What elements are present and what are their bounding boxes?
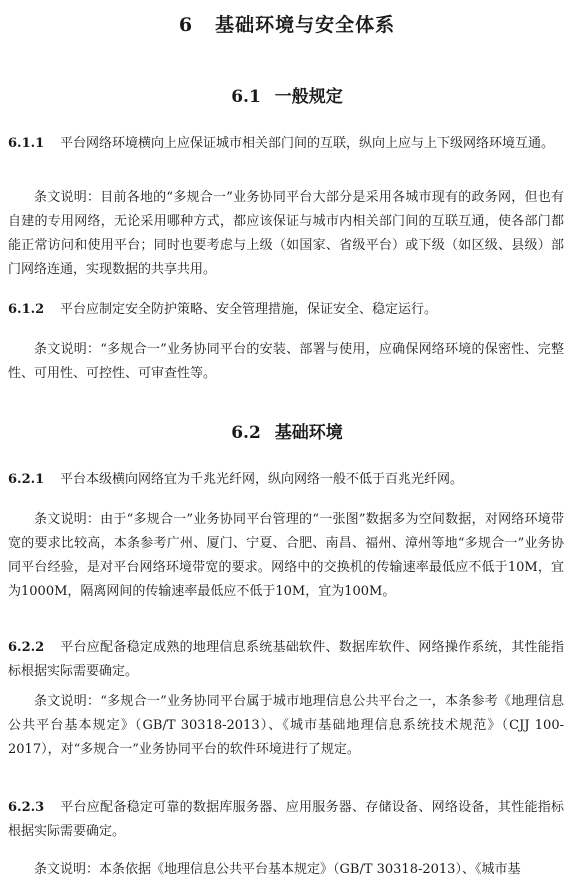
clause-note-6-1-2: 条文说明：“多规合一”业务协同平台的安装、部署与使用，应确保网络环境的保密性、完整性、可用性、可控性、可审查性等。: [8, 342, 564, 381]
section-title-text: 基础环境: [274, 423, 343, 443]
clause-note-6-1-1: 条文说明：目前各地的“多规合一”业务协同平台大部分是采用各城市现有的政务网，但也有自建的专用网络，无论采用哪种方式，都应该保证与城市内相关部门间的互联互通，使各部门都能正常访问和使用平台；同时也要考虑与上级（如国家、省级平台）或下级（如区级、县级）部门网络连通，实现数据的共享共用。: [8, 190, 564, 277]
section-title-text: 一般规定: [274, 87, 343, 107]
clause-text: 平台应制定安全防护策略、安全管理措施，保证安全、稳定运行。: [60, 302, 438, 317]
clause-6-2-2: [8, 636, 564, 684]
chapter-title-text: 基础环境与安全体系: [215, 14, 396, 36]
clause-6-1-2: [8, 298, 564, 322]
clause-note-6-2-1: 条文说明：由于“多规合一”业务协同平台管理的“一张图”数据多为空间数据，对网络环境带宽的要求比较高，本条参考广州、厦门、宁夏、合肥、南昌、福州、漳州等地“多规合一”业务协同平台经验，是对平台网络环境带宽的要求。网络中的交换机的传输速率最低应不低于10M，宜为1000M，隔离网间的传输速率最低应不低于10M，宜为100M。: [8, 512, 564, 599]
clause-text: 平台本级横向网络宜为千兆光纤网，纵向网络一般不低于百兆光纤网。: [60, 472, 464, 487]
clause-note-6-2-3: 条文说明：本条依据《地理信息公共平台基本规定》（GB/T 30318-2013）、《城市基: [34, 862, 521, 877]
section-title-6-2: [0, 418, 574, 443]
clause-6-2-1: [8, 468, 564, 492]
chapter-title: [0, 10, 574, 37]
section-number: 6.2: [231, 423, 261, 443]
clause-number: 6.2.3: [8, 800, 45, 815]
section-number: 6.1: [231, 87, 261, 107]
chapter-number: 6: [178, 14, 194, 36]
clause-text: 平台应配备稳定成熟的地理信息系统基础软件、数据库软件、网络操作系统，其性能指标根据实际需要确定。: [8, 640, 564, 679]
clause-number: 6.2.2: [8, 640, 45, 655]
section-title-6-1: [0, 82, 574, 107]
clause-text: 平台应配备稳定可靠的数据库服务器、应用服务器、存储设备、网络设备，其性能指标根据实际需要确定。: [8, 800, 564, 839]
clause-number: 6.1.1: [8, 136, 45, 151]
clause-text: 平台网络环境横向上应保证城市相关部门间的互联，纵向上应与上下级网络环境互通。: [60, 136, 555, 151]
clause-6-1-1: [8, 132, 564, 156]
clause-6-2-3: [8, 796, 564, 844]
clause-note-6-2-2: 条文说明：“多规合一”业务协同平台属于城市地理信息公共平台之一，本条参考《地理信息公共平台基本规定》（GB/T 30318-2013）、《城市基础地理信息系统技术规范》（CJJ 100-2017），对“多规合一”业务协同平台的软件环境进行了规定。: [8, 694, 564, 757]
clause-number: 6.1.2: [8, 302, 45, 317]
clause-number: 6.2.1: [8, 472, 45, 487]
